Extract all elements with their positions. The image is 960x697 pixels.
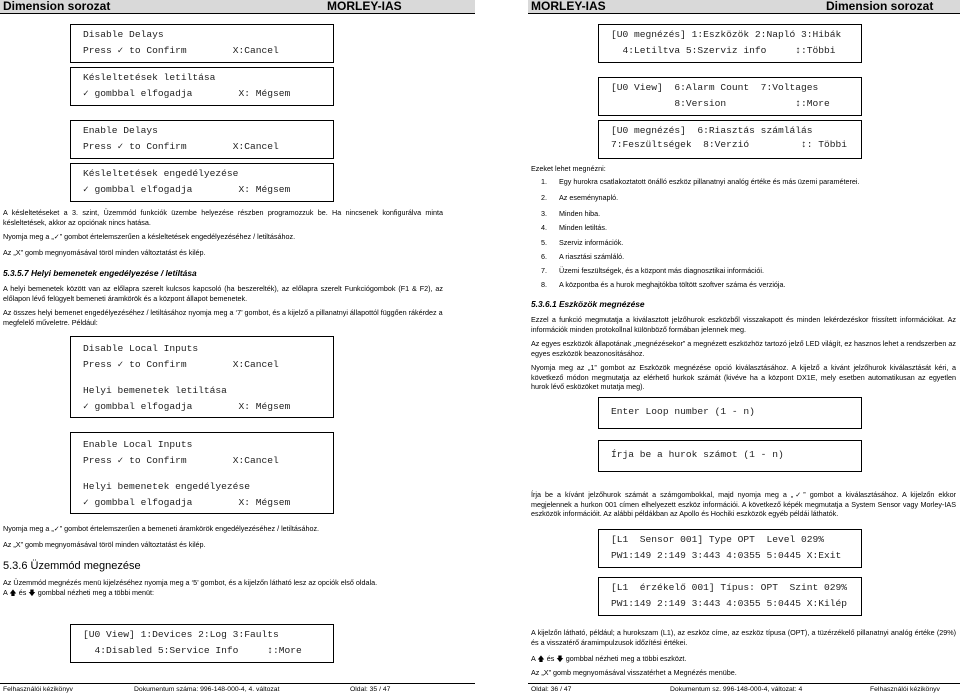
- list-number: 8.: [541, 280, 547, 289]
- list-number: 6.: [541, 252, 547, 261]
- lcd-line: Késleltetések engedélyezése: [83, 168, 239, 179]
- lcd-line: 4:Disabled 5:Service Info ↕:More: [83, 645, 302, 656]
- lcd-sensor-en: [598, 529, 862, 568]
- left-header-brand: MORLEY-IAS: [327, 0, 402, 13]
- lcd-line: Helyi bemenetek letiltása: [83, 385, 227, 396]
- lcd-line: 4:Letiltva 5:Szerviz info ↕:Többi: [611, 45, 836, 56]
- lcd-line: 7:Feszültségek 8:Verzió ↕: Többi: [611, 139, 848, 150]
- footer-page-left: Oldal: 35 / 47: [350, 686, 391, 693]
- list-text: Minden letiltás.: [559, 223, 607, 232]
- lcd-line: Press ✓ to Confirm X:Cancel: [83, 359, 279, 370]
- lcd-line: Késleltetések letiltása: [83, 72, 216, 83]
- list-text: Üzemi feszültségek, és a központ más diagnosztikai információi.: [559, 266, 764, 275]
- lcd-line: PW1:149 2:149 3:443 4:0355 5:0445 X:Exit: [611, 550, 842, 561]
- lcd-view-menu: [70, 624, 334, 663]
- lcd-line: Helyi bemenetek engedélyezése: [83, 481, 250, 492]
- paragraph-cancel: Az „X” gomb megnyomásával töröl minden változtatást és kilép.: [3, 248, 206, 257]
- right-header-title: Dimension sorozat: [826, 0, 934, 13]
- heading-5-3-6-1: 5.3.6.1 Eszközök megnézése: [531, 299, 645, 309]
- lcd-line: Enter Loop number (1 - n): [611, 406, 755, 417]
- paragraph-view-menu: Az Üzemmód megnézés menü kijelzéséhez nyomja meg a ‘5’ gombot, és a kijelzőn látható lesz az opciók első oldala.: [3, 578, 378, 587]
- paragraph-loop-number: Írja be a kívánt jelzőhurok számát a számgombokkal, majd nyomja meg a „✓” gombot a kiválasztásához. A kijelzőn ekkor megjelennek a hurkon 001 címen elhelyezett eszköz információi. A következő képék megmutatja a System Sensor vagy Morley-IAS eszközök információit. Az alábbi példákban az Apollo és Hochiki eszközök egyéb példái láthatók.: [531, 490, 956, 518]
- list-number: 3.: [541, 209, 547, 218]
- list-item: [541, 266, 941, 278]
- list-text: Szerviz információk.: [559, 238, 624, 247]
- right-page-header: [528, 0, 960, 14]
- footer-manual-left: Felhasználói kézikönyv: [3, 686, 73, 693]
- lcd-local-inputs-disable: [70, 336, 334, 418]
- list-number: 1.: [541, 177, 547, 186]
- paragraph-select-loop: Nyomja meg az „1” gombot az Eszközök megnézése opció kiválasztásához. A kijelző a kivánt jelzőhurok kiválasztását kéri, a következő módon megmutatja az elérhető hurkok számát (kivéve ha a központ DX1E, mely esetben automatikusan az egyetlen hurok lévő esközöket mutatja meg).: [531, 363, 956, 391]
- right-header-brand: MORLEY-IAS: [531, 0, 606, 13]
- list-item: [541, 209, 941, 221]
- list-text: A központba és a hurok meghajtókba töltött szoftver száma és verziója.: [559, 280, 786, 289]
- lcd-line: ✓ gombbal elfogadja X: Mégsem: [83, 401, 291, 412]
- left-header-title: Dimension sorozat: [3, 0, 111, 13]
- list-text: Minden hiba.: [559, 209, 601, 218]
- footer-manual-right: Felhasználói kézikönyv: [870, 686, 940, 693]
- heading-5-3-5-7: 5.3.5.7 Helyi bemenetek engedélyezése / letiltása: [3, 268, 197, 278]
- lcd-disable-delays: [70, 24, 334, 63]
- paragraph-cancel-2: Az „X” gomb megnyomásával töröl minden változtatást és kilép.: [3, 540, 206, 549]
- right-footer-rule: [528, 683, 960, 684]
- lcd-enable-delays: [70, 120, 334, 159]
- list-item: [541, 193, 941, 205]
- lcd-line: [U0 View] 6:Alarm Count 7:Voltages: [611, 82, 819, 93]
- list-item: [541, 223, 941, 235]
- paragraph-viewable-intro: Ezeket lehet megnézni:: [531, 164, 606, 173]
- footer-page-right: Oldal: 36 / 47: [531, 686, 572, 693]
- lcd-line: Press ✓ to Confirm X:Cancel: [83, 45, 279, 56]
- list-item: [541, 280, 941, 292]
- lcd-line: 8:Version ↕:More: [611, 98, 830, 109]
- list-text: A riasztási számláló.: [559, 252, 625, 261]
- lcd-line: [U0 megnézés] 1:Eszközök 2:Napló 3:Hibák: [611, 29, 842, 40]
- lcd-line: [L1 érzékelő 001] Típus: OPT Szint 029%: [611, 582, 848, 593]
- list-number: 2.: [541, 193, 547, 202]
- lcd-line: [L1 Sensor 001] Type OPT Level 029%: [611, 534, 825, 545]
- list-number: 4.: [541, 223, 547, 232]
- lcd-line: Disable Local Inputs: [83, 343, 199, 354]
- lcd-megnezes-menu: [598, 24, 862, 63]
- list-item: [541, 252, 941, 264]
- lcd-line: ✓ gombbal elfogadja X: Mégsem: [83, 184, 291, 195]
- footer-docnum-left: Dokumentum száma: 996-148-000-4, 4. változat: [134, 686, 280, 693]
- lcd-line: Press ✓ to Confirm X:Cancel: [83, 455, 279, 466]
- lcd-line: [U0 View] 1:Devices 2:Log 3:Faults: [83, 629, 279, 640]
- lcd-line: Írja be a hurok számot (1 - n): [611, 449, 784, 460]
- lcd-line: Disable Delays: [83, 29, 164, 40]
- list-number: 5.: [541, 238, 547, 247]
- paragraph-return: Az „X” gomb megnyomásával visszatérhet a Megnézés menübe.: [531, 668, 737, 677]
- paragraph-confirm-delays: Nyomja meg a „✓” gombot értelemszerűen a késleltetések engedélyezéséhez / letiltásához.: [3, 232, 296, 241]
- lcd-line: ✓ gombbal elfogadja X: Mégsem: [83, 497, 291, 508]
- lcd-local-inputs-enable: [70, 432, 334, 514]
- list-text: Egy hurokra csatlakoztatott önálló eszköz pillanatnyi analóg értéke és más üzemi paraméterei.: [559, 177, 860, 186]
- lcd-view-menu-2: [598, 77, 862, 116]
- paragraph-arrow-keys: A 🡅 és 🡇 gombbal nézheti meg a többi menüt:: [3, 588, 155, 597]
- list-item: [541, 177, 941, 189]
- paragraph-delays-level3: A késleltetéseket a 3. szint, Üzemmód funkciók üzembe helyezése részben programozzuk be. Ha nincsenek konfigurálva minta késleltetések, akkor az opciónak nincs hatása.: [3, 208, 443, 227]
- paragraph-led: Az egyes eszközök állapotának „megnézésekor” a megnézett eszközhöz tartozó jelző LED világít, ez hasznos lehet a rendszerben az egyes eszközök beazonosításához.: [531, 339, 956, 358]
- footer-docnum-right: Dokumentum sz. 996-148-000-4, változat: 4: [670, 686, 803, 693]
- heading-5-3-6: 5.3.6 Üzemmód megnezése: [3, 560, 141, 572]
- lcd-line: ✓ gombbal elfogadja X: Mégsem: [83, 88, 291, 99]
- lcd-line: Enable Local Inputs: [83, 439, 193, 450]
- paragraph-local-inputs: A helyi bemenetek között van az előlapra szerelt kulcsos kapcsoló (ha beszerelték), az előlapra szerelt Funkciógombok (F1 & F2), az előlapon lévő felügyelt bemeneti áramkörök és a központ állapot bemenetek.: [3, 284, 443, 303]
- lcd-line: Press ✓ to Confirm X:Cancel: [83, 141, 279, 152]
- lcd-enter-loop: [598, 397, 862, 429]
- lcd-line: [U0 megnézés] 6:Riasztás számlálás: [611, 125, 813, 136]
- paragraph-arrow-keys-2: A 🡅 és 🡇 gombbal nézheti meg a többi eszközt.: [531, 654, 687, 663]
- lcd-line: PW1:149 2:149 3:443 4:0355 5:0445 X:Kilép: [611, 598, 848, 609]
- list-item: [541, 238, 941, 250]
- paragraph-local-inputs-toggle: Az összes helyi bemenet engedélyezéséhez / letiltásához nyomja meg a ‘7’ gombot, és a kijelző a pillanatnyi állapottól függően rákérdez a megfelelő műveletre. Például:: [3, 308, 443, 327]
- paragraph-display-info: A kijelzőn látható, például; a hurokszam (L1), az eszköz címe, az eszköz típusa (OPT), a tüzérzékelő pillanatnyi analóg értéke (29%) és a visszatérő áramimpulzusok időzítési értékei.: [531, 628, 956, 647]
- left-page-header: [0, 0, 475, 14]
- left-footer-rule: [0, 683, 475, 684]
- list-number: 7.: [541, 266, 547, 275]
- lcd-irja-hurok: [598, 440, 862, 472]
- paragraph-confirm-inputs: Nyomja meg a „✓” gombot értelemszerűen a bemeneti áramkörök engedélyezéséhez / letiltásához.: [3, 524, 320, 533]
- lcd-sensor-hu: [598, 577, 862, 616]
- lcd-keslelt-letiltasa: [70, 67, 334, 106]
- paragraph-devices-info: Ezzel a funkció megmutatja a kiválasztott jelzőhurok eszközből visszakapott és minden lekérdezéskor frissített információkat. Az információk minden protokollnal különböző formában jelennek meg.: [531, 315, 956, 334]
- lcd-keslelt-engedelyezese: [70, 163, 334, 202]
- lcd-line: Enable Delays: [83, 125, 158, 136]
- list-text: Az eseménynapló.: [559, 193, 619, 202]
- lcd-megnezes-menu-2: [598, 120, 862, 159]
